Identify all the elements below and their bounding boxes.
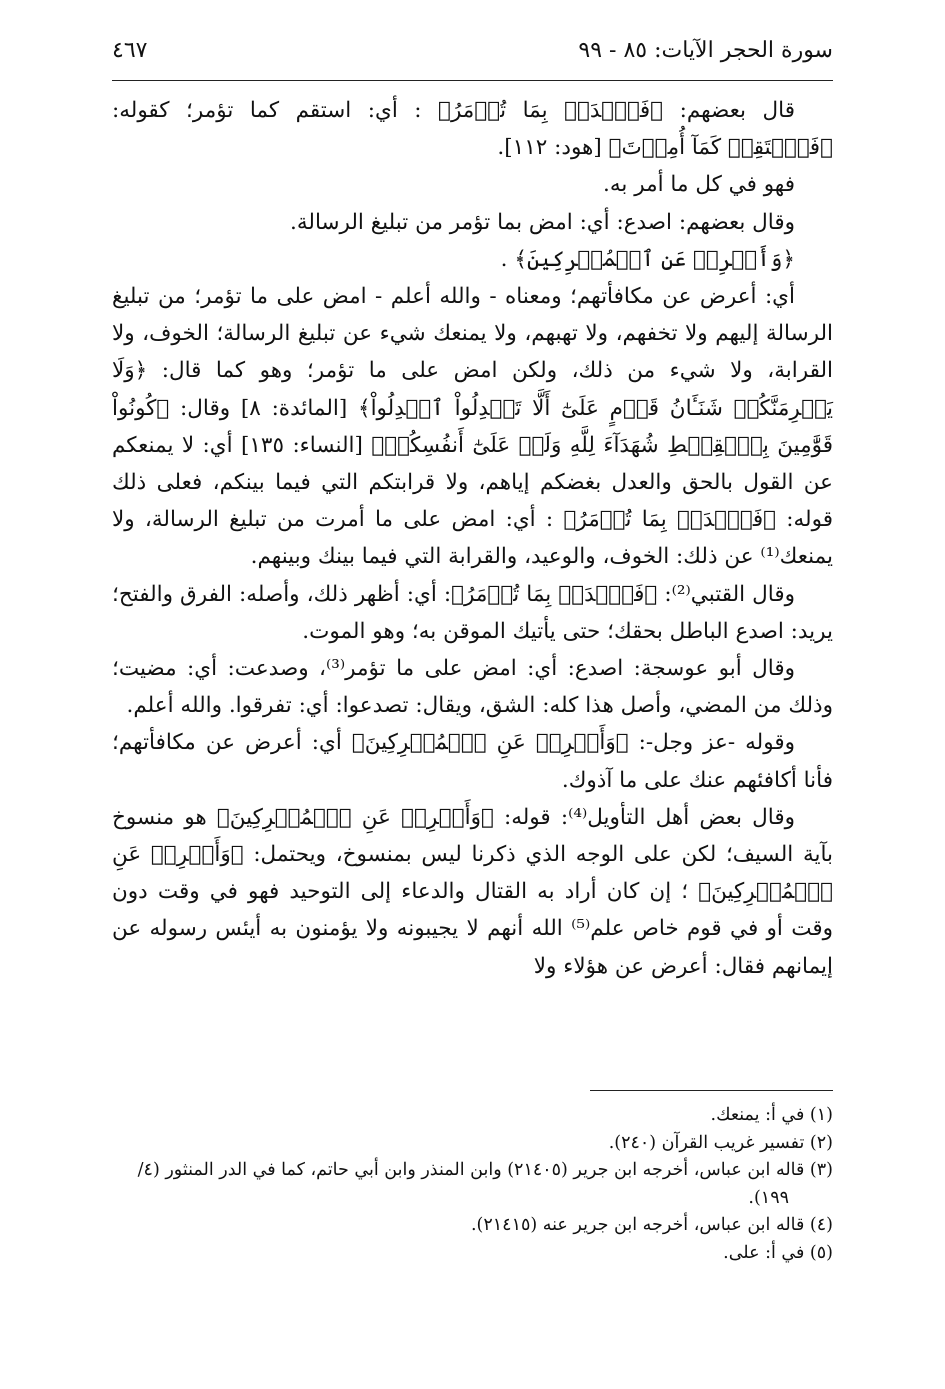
paragraph: وقال أبو عوسجة: اصدع: أي: امض على ما تؤمر⁽³⁾، وصدعت: أي: مضيت؛ وذلك من المضي، وأصل هذا كله: الشق، ويقال: تصدعوا: أي: تفرقوا. والله أعلم.	[112, 656, 833, 719]
paragraph: فهو في كل ما أمر به.	[603, 172, 795, 198]
surah-title: سورة الحجر الآيات: ٨٥ - ٩٩	[578, 38, 833, 63]
header-rule	[112, 80, 833, 81]
footnote: (٣) قاله ابن عباس، أخرجه ابن جرير (٢١٤٠٥) وابن المنذر وابن أبي حاتم، كما في الدر المنثور (٤/ ١٩٩).	[137, 1160, 833, 1208]
paragraph: وقال بعضهم: اصدع: أي: امض بما تؤمر من تبليغ الرسالة.	[290, 209, 795, 235]
footnote: (١) في أ: يمنعك.	[710, 1105, 833, 1125]
footnotes	[112, 1102, 833, 1267]
footnote: (٤) قاله ابن عباس، أخرجه ابن جرير عنه (٢١٤١٥).	[470, 1215, 833, 1235]
paragraph: وقال بعض أهل التأويل⁽⁴⁾: قوله: ﴿وَأَعۡرِضۡ عَنِ ٱلۡمُشۡرِكِينَ﴾ هو منسوخ بآية السيف؛ لكن على الوجه الذي ذكرنا ليس بمنسوخ، ويحتمل: ﴿وَأَعۡرِضۡ عَنِ ٱلۡمُشۡرِكِينَ﴾ ؛ إن كان أراد به القتال والدعاء إلى التوحيد فهو في وقت دون وقت أو في قوم خاص علم⁽⁵⁾ الله أنهم لا يجيبونه ولا يؤمنون به أيئس رسوله عن إيمانهم فقال: أعرض عن هؤلاء ولا	[112, 804, 833, 979]
paragraph: ﴿وَأَعۡرِضۡ عَنِ ٱلۡمُشۡرِكِينَ﴾ .	[500, 246, 795, 272]
paragraph: وقوله -عز وجل-: ﴿وَأَعۡرِضۡ عَنِ ٱلۡمُشۡرِكِينَ﴾ أي: أعرض عن مكافأتهم؛ فأنا أكافئهم عنك على ما آذوك.	[112, 730, 833, 793]
page-number: ٤٦٧	[112, 38, 148, 63]
footnote-rule	[590, 1090, 833, 1091]
paragraph: وقال القتبي⁽²⁾: ﴿فَٱصۡدَعۡ بِمَا تُؤۡمَرُ﴾: أي: أظهر ذلك، وأصله: الفرق والفتح؛ يريد: اصدع الباطل بحقك؛ حتى يأتيك الموقن به؛ وهو الموت.	[112, 581, 833, 644]
footnote: (٥) في أ: على.	[723, 1242, 833, 1263]
footnote: (٢) تفسير غريب القرآن (٢٤٠).	[608, 1132, 833, 1153]
running-header	[112, 38, 833, 74]
paragraph: قال بعضهم: ﴿فَٱصۡدَعۡ بِمَا تُؤۡمَرُ﴾ : أي: استقم كما تؤمر؛ كقوله: ﴿فَٱسۡتَقِمۡ كَمَآ أُمِرۡتَ﴾ [هود: ١١٢].	[112, 98, 833, 161]
paragraph: أي: أعرض عن مكافأتهم؛ ومعناه - والله أعلم - امض على ما تؤمر؛ من تبليغ الرسالة إليهم ولا تخفهم، ولا تهبهم، ولا يمنعك شيء عن تبليغ الرسالة؛ الخوف، ولا القرابة، ولا شيء من ذلك، ولكن امض على ما تؤمر؛ وهو كما قال: ﴿وَلَا يَجۡرِمَنَّكُمۡ شَنَـَٔانُ قَوۡمٍ عَلَىٰٓ أَلَّا تَعۡدِلُواْ ٱعۡدِلُواْ﴾ [المائدة: ٨] وقال: ﴿كُونُواْ قَوَّٰمِينَ بِٱلۡقِسۡطِ شُهَدَآءَ لِلَّهِ وَلَوۡ عَلَىٰٓ أَنفُسِكُمۡ﴾ [النساء: ١٣٥] أي: لا يمنعكم عن القول بالحق والعدل بغضكم إياهم، ولا قرابتكم التي فيما بينكم، فعلى ذلك قوله: ﴿فَٱصۡدَعۡ بِمَا تُؤۡمَرُ﴾ : أي: امض على ما أمرت من تبليغ الرسالة، ولا يمنعك⁽¹⁾ عن ذلك: الخوف، والوعيد، والقرابة التي فيما بينك وبينهم.	[112, 284, 833, 570]
main-text	[112, 92, 833, 985]
